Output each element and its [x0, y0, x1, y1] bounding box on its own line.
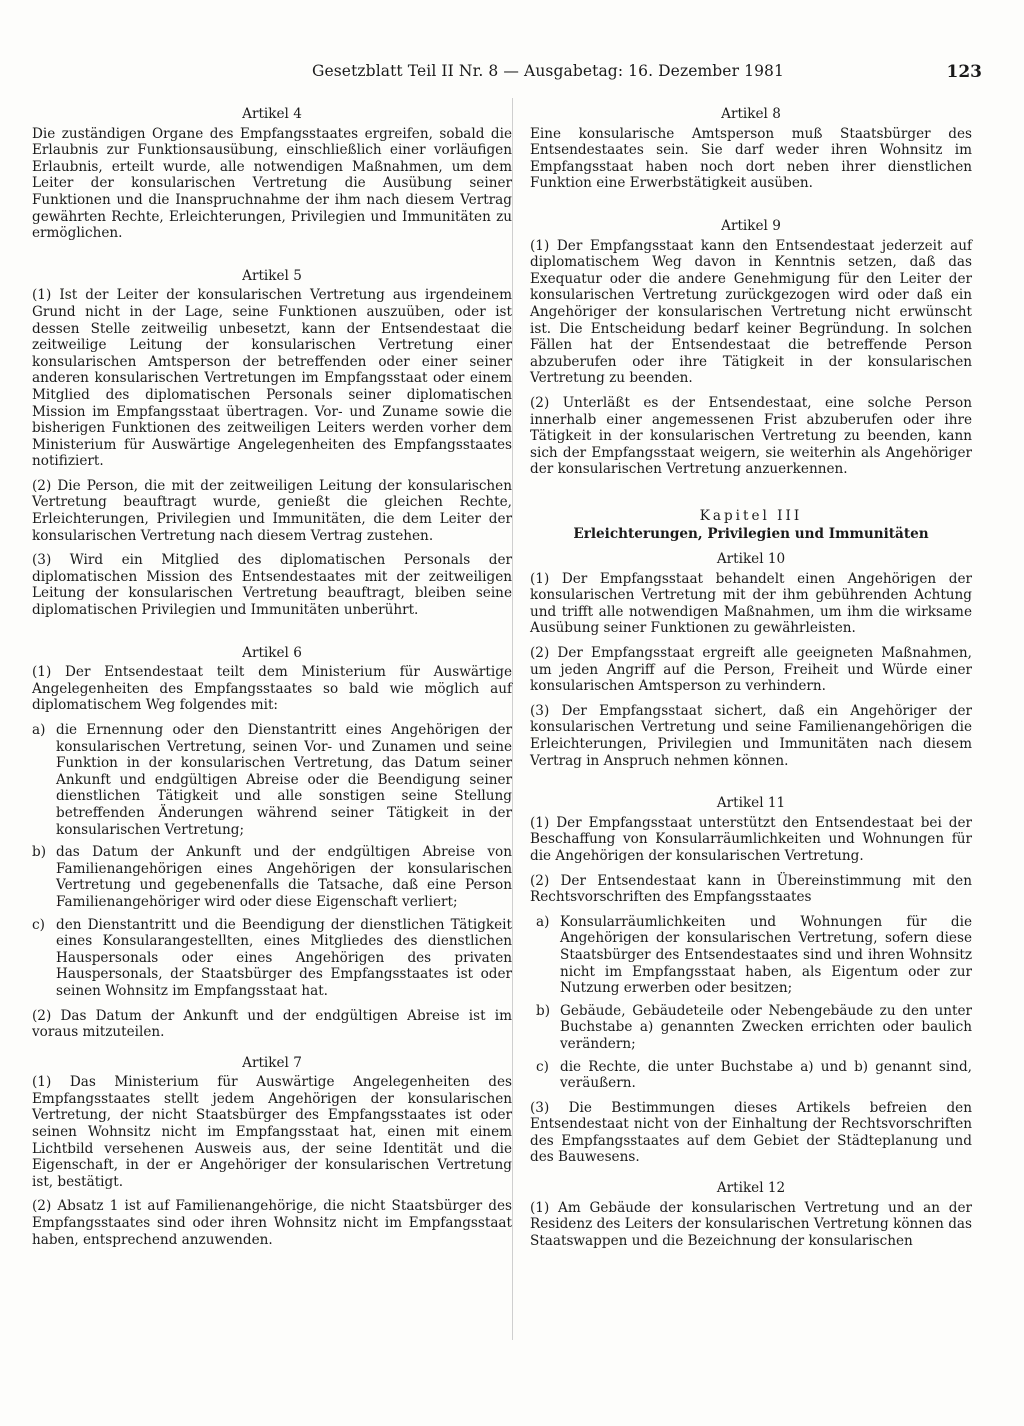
paragraph: Die zuständigen Organe des Empfangsstaates ergreifen, sobald die Erlaubnis zur Funktionsausübung, einschließlich einer vorläufigen Erlaubnis, erteilt wurde, alle notwendigen Maßnahmen, um dem Leiter der konsularischen Vertretung die Ausübung seiner Funktionen und die Inanspruchnahme der ihm nach diesem Vertrag gewährten Rechte, Erleichterungen, Privilegien und Immunitäten zu ermöglichen.: [32, 125, 512, 242]
list-item: [536, 1059, 972, 1092]
paragraph: Eine konsularische Amtsperson muß Staatsbürger des Entsendestaates sein. Sie darf weder ihren Wohnsitz im Empfangsstaat haben noch dort neben ihrer dienstlichen Funktion eine Erwerbstätigkeit ausüben.: [530, 125, 972, 192]
list-item: [32, 917, 512, 1000]
paragraph: (2) Der Entsendestaat kann in Übereinstimmung mit den Rechtsvorschriften des Empfangsstaates: [530, 872, 972, 906]
article-6: [32, 645, 512, 1041]
list-item: [536, 914, 972, 997]
article-heading: Artikel 4: [242, 106, 302, 122]
article-10: [530, 551, 972, 769]
paragraph: (1) Der Empfangsstaat unterstützt den Entsendestaat bei der Beschaffung von Konsularräumlichkeiten und Wohnungen für die Angehörigen der konsularischen Vertretung.: [530, 814, 972, 864]
article-heading: Artikel 10: [716, 551, 786, 568]
item-text: das Datum der Ankunft und der endgültigen Abreise von Familienangehörigen eines Angehörigen der konsularischen Vertretung und gegebenenfalls die Tatsache, daß eine Person Familienangehöriger wird oder diese Eigenschaft verliert;: [56, 844, 512, 910]
item-label: c): [536, 1058, 549, 1075]
paragraph: (1) Der Entsendestaat teilt dem Ministerium für Auswärtige Angelegenheiten des Empfangsstaates so bald wie möglich auf diplomatischem Weg folgendes mit:: [32, 664, 512, 714]
item-text: den Dienstantritt und die Beendigung der dienstlichen Tätigkeit eines Konsularangestellten, eines Mitgliedes des dienstlichen Hauspersonals oder eines Angehörigen des privaten Hauspersonals, der Staatsbürger des Empfangsstaates ist oder seinen Wohnsitz im Empfangsstaat hat.: [56, 916, 512, 999]
article-4: [32, 106, 512, 242]
article-8: [530, 106, 972, 192]
list-item: [32, 722, 512, 838]
chapter-label: Kapitel III: [699, 507, 803, 524]
article-heading: Artikel 9: [721, 217, 781, 234]
item-label: a): [32, 722, 46, 738]
item-label: b): [536, 1002, 551, 1019]
running-title: Gesetzblatt Teil II Nr. 8 — Ausgabetag: 16. Dezember 1981: [312, 62, 784, 80]
article-heading: Artikel 11: [716, 795, 786, 812]
paragraph: (2) Unterläßt es der Entsendestaat, eine solche Person innerhalb einer angemessenen Frist abzuberufen oder ihre Tätigkeit in der konsularischen Vertretung zu beenden, kann sich der Empfangsstaat weigern, sie weiterhin als Angehöriger der konsularischen Vertretung anzuerkennen.: [530, 394, 972, 478]
article-heading: Artikel 5: [242, 267, 302, 284]
article-heading: Artikel 8: [721, 106, 781, 122]
paragraph: (2) Absatz 1 ist auf Familienangehörige, die nicht Staatsbürger des Empfangsstaates sind oder ihren Wohnsitz nicht im Empfangsstaat haben, entsprechend anzuwenden.: [32, 1198, 512, 1248]
article-12: [530, 1180, 972, 1249]
item-label: a): [536, 913, 550, 930]
paragraph: (1) Das Ministerium für Auswärtige Angelegenheiten des Empfangsstaates stellt jedem Angehörigen der konsularischen Vertretung, der nicht Staatsbürger des Empfangsstaates ist oder seinen Wohnsitz nicht im Empfangsstaat hat, einen mit einem Lichtbild versehenen Ausweis aus, der seine Identität und die Eigenschaft, in der er Angehöriger der konsularischen Vertretung ist, bestätigt.: [32, 1074, 512, 1190]
paragraph: (1) Der Empfangsstaat kann den Entsendestaat jederzeit auf diplomatischem Weg davon in Kenntnis setzen, daß das Exequatur oder die andere Genehmigung für den Leiter der konsularischen Vertretung zurückgezogen wird oder daß ein Angehöriger der konsularischen Vertretung nicht erwünscht ist. Die Entscheidung bedarf keiner Begründung. In solchen Fällen hat der Entsendestaat die betreffende Person abzuberufen oder ihre Tätigkeit in der konsularischen Vertretung zu beenden.: [530, 237, 972, 387]
article-7: [32, 1055, 512, 1249]
item-label: b): [32, 844, 47, 861]
right-column: [530, 106, 972, 1275]
article-5: [32, 268, 512, 619]
paragraph: (2) Die Person, die mit der zeitweiligen Leitung der konsularischen Vertretung beauftragt wurde, genießt die gleichen Rechte, Erleichterungen, Privilegien und Immunitäten, die dem Leiter der konsularischen Vertretung nach diesem Vertrag zustehen.: [32, 477, 512, 544]
paragraph: (3) Die Bestimmungen dieses Artikels befreien den Entsendestaat nicht von der Einhaltung der Rechtsvorschriften des Empfangsstaates auf dem Gebiet der Städteplanung und des Bauwesens.: [530, 1099, 972, 1166]
left-column: [32, 106, 512, 1274]
list-item: [536, 1003, 972, 1053]
paragraph: (2) Der Empfangsstaat ergreift alle geeigneten Maßnahmen, um jeden Angriff auf die Person, Freiheit und Würde einer konsularischen Amtsperson zu verhindern.: [530, 645, 972, 695]
article-heading: Artikel 12: [716, 1180, 786, 1197]
paragraph: (3) Der Empfangsstaat sichert, daß ein Angehöriger der konsularischen Vertretung und seine Familienangehörigen die Erleichterungen, Privilegien und Immunitäten nach diesem Vertrag in Anspruch nehmen können.: [530, 702, 972, 769]
item-text: die Ernennung oder den Dienstantritt eines Angehörigen der konsularischen Vertretung, seinen Vor- und Zunamen und seine Funktion in der konsularischen Vertretung, das Datum seiner Ankunft und endgültigen Abreise oder die Beendigung seiner dienstlichen Tätigkeit und alle sonstigen seine Stellung betreffenden Änderungen während seiner Tätigkeit in der konsularischen Vertretung;: [56, 722, 512, 838]
article-heading: Artikel 6: [242, 644, 302, 661]
chapter-title: Erleichterungen, Privilegien und Immunitäten: [573, 526, 929, 543]
paragraph: (1) Ist der Leiter der konsularischen Vertretung aus irgendeinem Grund nicht in der Lage, seine Funktionen auszuüben, oder ist dessen Stelle zeitweilig unbesetzt, kann der Entsendestaat die zeitweilige Leitung der konsularischen Vertretung einer konsularischen Amtsperson der betreffenden oder einer seiner anderen konsularischen Vertretungen im Empfangsstaat oder einem Mitglied des diplomatischen Personals seiner diplomatischen Mission im Empfangsstaat übertragen. Vor- und Zuname sowie die bisherigen Funktionen des zeitweiligen Leiters werden vorher dem Ministerium für Auswärtige Angelegenheiten des Empfangsstaates notifiziert.: [32, 287, 512, 470]
article-heading: Artikel 7: [242, 1054, 302, 1071]
paragraph: (3) Wird ein Mitglied des diplomatischen Personals der diplomatischen Mission des Entsendestaates mit der zeitweiligen Leitung der konsularischen Vertretung beauftragt, bleiben seine diplomatischen Privilegien und Immunitäten unberührt.: [32, 552, 512, 619]
column-divider: [512, 98, 513, 1340]
paragraph: (1) Der Empfangsstaat behandelt einen Angehörigen der konsularischen Vertretung mit der ihm gebührenden Achtung und trifft alle notwendigen Maßnahmen, um ihm die wirksame Ausübung seiner Funktionen zu gewährleisten.: [530, 570, 972, 637]
article-9: [530, 218, 972, 478]
item-label: c): [32, 916, 45, 933]
item-list: [32, 722, 512, 1000]
item-text: Konsularräumlichkeiten und Wohnungen für die Angehörigen der konsularischen Vertretung, sofern diese Staatsbürger des Entsendestaates sind und ihren Wohnsitz nicht im Empfangsstaat haben, als Eigentum oder zur Nutzung erwerben oder besitzen;: [560, 913, 972, 997]
page-number: 123: [946, 62, 982, 82]
item-list: [530, 914, 972, 1092]
item-text: die Rechte, die unter Buchstabe a) und b) genannt sind, veräußern.: [560, 1058, 972, 1092]
article-11: [530, 795, 972, 1166]
item-text: Gebäude, Gebäudeteile oder Nebengebäude zu den unter Buchstabe a) genannten Zwecken errichten oder baulich verändern;: [560, 1002, 972, 1052]
running-header: [0, 62, 1024, 86]
list-item: [32, 844, 512, 910]
paragraph: (1) Am Gebäude der konsularischen Vertretung und an der Residenz des Leiters der konsularischen Vertretung können das Staatswappen und die Bezeichnung der konsularischen: [530, 1199, 972, 1249]
paragraph: (2) Das Datum der Ankunft und der endgültigen Abreise ist im voraus mitzuteilen.: [32, 1007, 512, 1041]
